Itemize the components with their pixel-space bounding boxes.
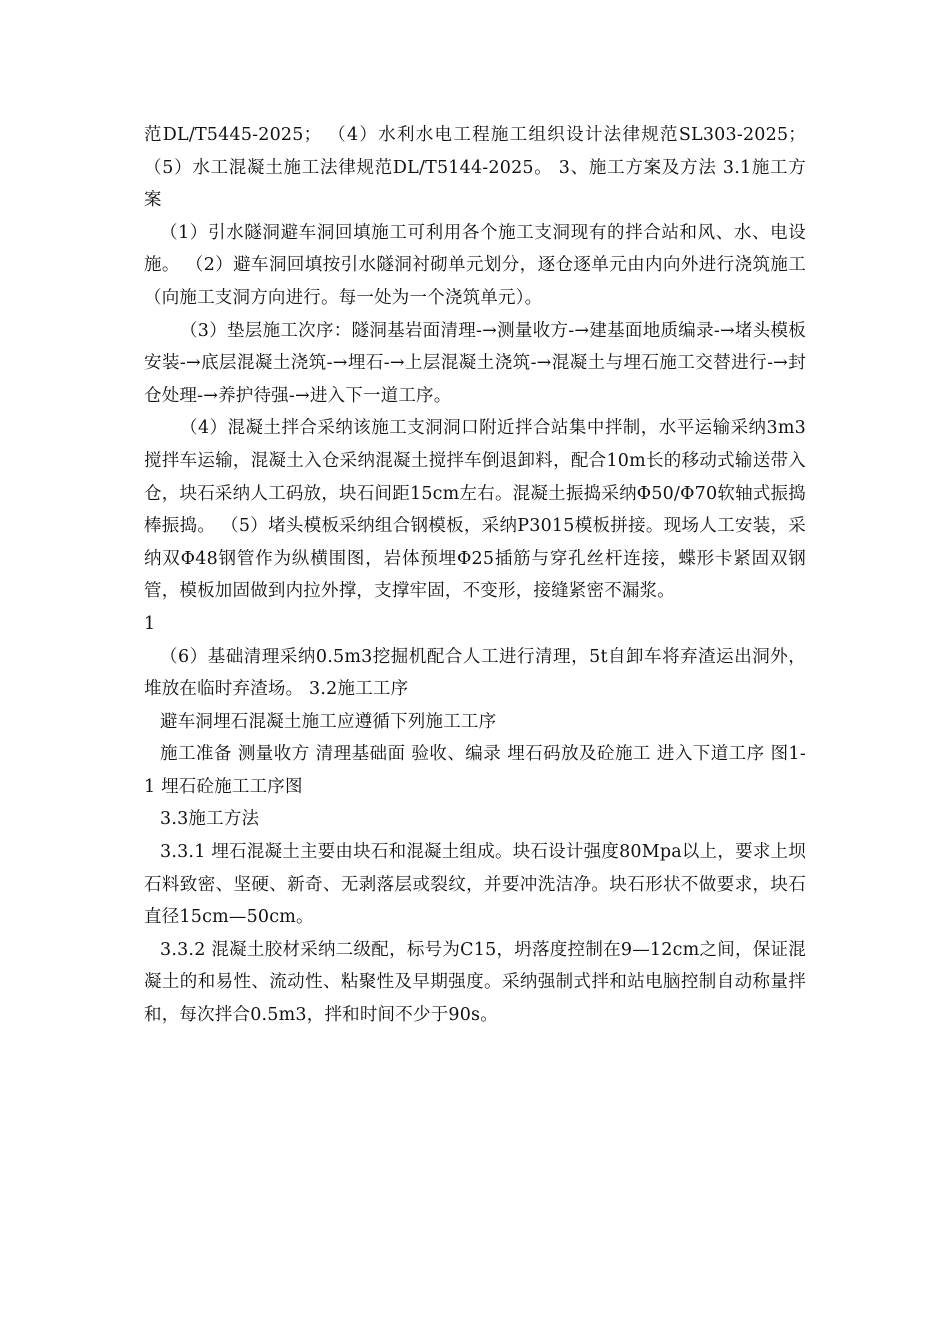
paragraph-procedure-intro: 避车洞埋石混凝土施工应遵循下列施工工序 bbox=[160, 711, 497, 732]
paragraph-foundation-clearing: （6）基础清理采纳0.5m3挖掘机配合人工进行清理，5t自卸车将弃渣运出洞外，堆放在临时弃渣场。 3.2施工工序 bbox=[144, 646, 806, 700]
paragraph-method-3-3-2: 3.3.2 混凝土胶材采纳二级配，标号为C15，坍落度控制在9—12cm之间，保证混凝土的和易性、流动性、粘聚性及早期强度。采纳强制式拌和站电脑控制自动称量拌和，每次拌合0.5m3，拌和时间不少于90s。 bbox=[144, 939, 806, 1026]
heading-construction-method: 3.3施工方法 bbox=[160, 809, 260, 830]
paragraph-procedure-steps: 施工准备 测量收方 清理基础面 验收、编录 埋石码放及砼施工 进入下道工序 图1-1 埋石砼施工工序图 bbox=[144, 744, 806, 797]
paragraph-method-3-3-1: 3.3.1 埋石混凝土主要由块石和混凝土组成。块石设计强度80Mpa以上，要求上坝石料致密、坚硬、新奇、无剥落层或裂纹，并要冲洗洁净。块石形状不做要求，块石直径15cm—50cm。 bbox=[144, 842, 806, 928]
paragraph-standards: 范DL/T5445-2025； （4）水利水电工程施工组织设计法律规范SL303-2025；（5）水工混凝土施工法律规范DL/T5144-2025。 3、施工方案及方法 3.1施工方案 bbox=[144, 125, 806, 211]
paragraph-cushion-sequence: （3）垫层施工次序：隧洞基岩面清理-→测量收方-→建基面地质编录-→堵头模板安装-→底层混凝土浇筑-→埋石-→上层混凝土浇筑-→混凝土与埋石施工交替进行-→封仓处理-→养护待强-→进入下一道工序。 bbox=[144, 320, 806, 406]
paragraph-concrete-mixing: （4）混凝土拌合采纳该施工支洞洞口附近拌合站集中拌制，水平运输采纳3m3搅拌车运输，混凝土入仓采纳混凝土搅拌车倒退卸料，配合10m长的移动式输送带入仓，块石采纳人工码放，块石间距15cm左右。混凝土振捣采纳Φ50/Φ70软轴式振捣棒振捣。 （5）堵头模板采纳组合钢模板，采纳P3015模板拼接。现场人工安装，采纳双Φ48钢管作为纵横围图，岩体预埋Φ25插筋与穿孔丝杆连接，蝶形卡紧固双钢管，模板加固做到内拉外撑，支撑牢固，不变形，接缝紧密不漏浆。 bbox=[144, 418, 806, 602]
document-body bbox=[144, 119, 806, 1032]
page-number: 1 bbox=[144, 613, 156, 634]
paragraph-construction-plan-1: （1）引水隧洞避车洞回填施工可利用各个施工支洞现有的拌合站和风、水、电设施。 （2）避车洞回填按引水隧洞衬砌单元划分，逐仓逐单元由内向外进行浇筑施工（向施工支洞方向进行。每一处为一个浇筑单元）。 bbox=[144, 222, 806, 308]
